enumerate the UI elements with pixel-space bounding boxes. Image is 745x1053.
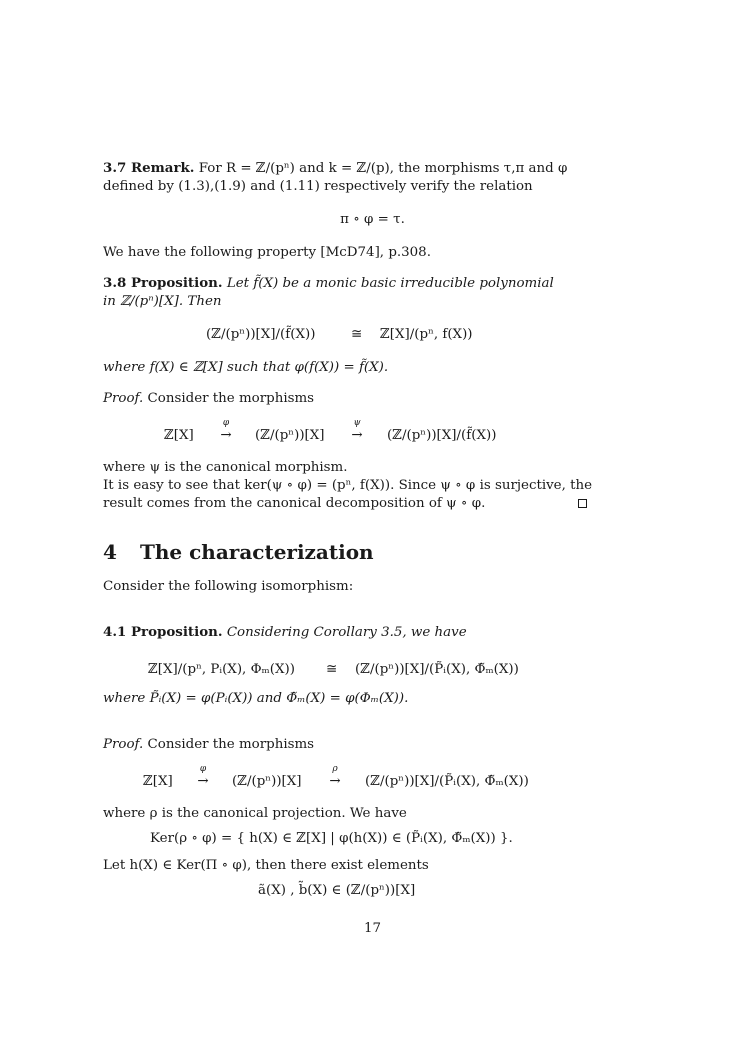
- proof-3-8-arrow1: [211, 418, 241, 444]
- proof-4-1-arrow1: [188, 764, 218, 790]
- arrow-label-psi: ψ: [353, 418, 361, 428]
- prop-4-1-eq-right: (ℤ/(pⁿ))[X]/(P̃ᵢ(X), Φ̃ₘ(X)): [355, 662, 519, 677]
- proof-4-1-intro-line: [103, 736, 314, 753]
- proof-3-8-line2: It is easy to see that ker(ψ ∘ φ) = (pⁿ, f(X)). Since ψ ∘ φ is surjective, the: [103, 478, 593, 493]
- prop-label: 3.8 Proposition.: [103, 275, 223, 291]
- proof-3-8-domain1: ℤ[X]: [164, 428, 194, 443]
- prop-3-8-eq-left: (ℤ/(pⁿ))[X]/(f̃(X)): [206, 327, 316, 342]
- proof-4-1-arrow2: [320, 764, 350, 790]
- prop-4-1-eq-left: ℤ[X]/(pⁿ, Pᵢ(X), Φₘ(X)): [148, 662, 295, 677]
- proof-4-1-domain2: (ℤ/(pⁿ))[X]: [232, 774, 302, 789]
- section-title: The characterization: [140, 540, 374, 564]
- prop-4-1-line: [103, 624, 467, 641]
- section-number: 4: [103, 540, 117, 564]
- prop-text: Let f̃(X) be a monic basic irreducible polynomial: [226, 276, 554, 291]
- proof-intro: Consider the morphisms: [147, 737, 315, 752]
- section-4-heading: [103, 540, 374, 564]
- proof-3-8-line3: result comes from the canonical decomposition of ψ ∘ φ.: [103, 496, 486, 511]
- prop-3-8-where: where f(X) ∈ ℤ[X] such that φ(f(X)) = f̃(X).: [103, 360, 389, 375]
- prop-4-1-where: where P̃ᵢ(X) = φ(Pᵢ(X)) and Φ̃ₘ(X) = φ(Φₘ(X)).: [103, 691, 409, 706]
- proof-3-8-domain2: (ℤ/(pⁿ))[X]: [255, 428, 325, 443]
- proof-3-8-intro-line: [103, 390, 314, 407]
- proof-label: Proof.: [103, 391, 144, 406]
- property-line: We have the following property [McD74], p.308.: [103, 245, 431, 260]
- arrow-label-phi: φ: [199, 764, 207, 774]
- proof-4-1-domain3: (ℤ/(pⁿ))[X]/(P̃ᵢ(X), Φ̃ₘ(X)): [365, 774, 529, 789]
- remark-text: For R = ℤ/(pⁿ) and k = ℤ/(p), the morphisms τ,π and φ: [198, 161, 568, 176]
- proof-3-8-line1: where ψ is the canonical morphism.: [103, 460, 348, 475]
- arrow-right-icon: →: [329, 774, 341, 789]
- prop-3-8-line2: in ℤ/(pⁿ)[X]. Then: [103, 294, 222, 309]
- proof-label: Proof.: [103, 737, 144, 752]
- proof-4-1-elements: ã(X) , b̃(X) ∈ (ℤ/(pⁿ))[X]: [258, 883, 416, 898]
- arrow-label-phi: φ: [222, 418, 230, 428]
- proof-4-1-line2: Let h(X) ∈ Ker(Π ∘ φ), then there exist elements: [103, 858, 429, 873]
- prop-label: 4.1 Proposition.: [103, 624, 223, 640]
- arrow-right-icon: →: [197, 774, 209, 789]
- prop-text: Considering Corollary 3.5, we have: [226, 625, 467, 640]
- qed-square-icon: [578, 499, 587, 508]
- remark-3-7-equation: π ∘ φ = τ.: [340, 212, 405, 227]
- proof-4-1-line1: where ρ is the canonical projection. We have: [103, 806, 407, 821]
- remark-3-7-line1: [103, 160, 567, 177]
- remark-label: 3.7 Remark.: [103, 160, 195, 176]
- arrow-label-rho: ρ: [332, 764, 338, 774]
- arrow-right-icon: →: [351, 428, 363, 443]
- prop-3-8-eq-right: ℤ[X]/(pⁿ, f(X)): [380, 327, 473, 342]
- proof-3-8-arrow2: [342, 418, 372, 444]
- proof-3-8-domain3: (ℤ/(pⁿ))[X]/(f̃(X)): [387, 428, 497, 443]
- prop-4-1-eq-rel: ≅: [326, 662, 338, 677]
- proof-intro: Consider the morphisms: [147, 391, 315, 406]
- page-number: 17: [363, 921, 382, 936]
- arrow-right-icon: →: [220, 428, 232, 443]
- proof-4-1-domain1: ℤ[X]: [143, 774, 173, 789]
- prop-3-8-eq-rel: ≅: [351, 327, 363, 342]
- proof-4-1-ker-equation: Ker(ρ ∘ φ) = { h(X) ∈ ℤ[X] | φ(h(X)) ∈ (P̃ᵢ(X), Φ̃ₘ(X)) }.: [150, 831, 513, 846]
- remark-3-7-line2: defined by (1.3),(1.9) and (1.11) respectively verify the relation: [103, 179, 533, 194]
- section-4-intro: Consider the following isomorphism:: [103, 579, 354, 594]
- prop-3-8-line1: [103, 275, 554, 292]
